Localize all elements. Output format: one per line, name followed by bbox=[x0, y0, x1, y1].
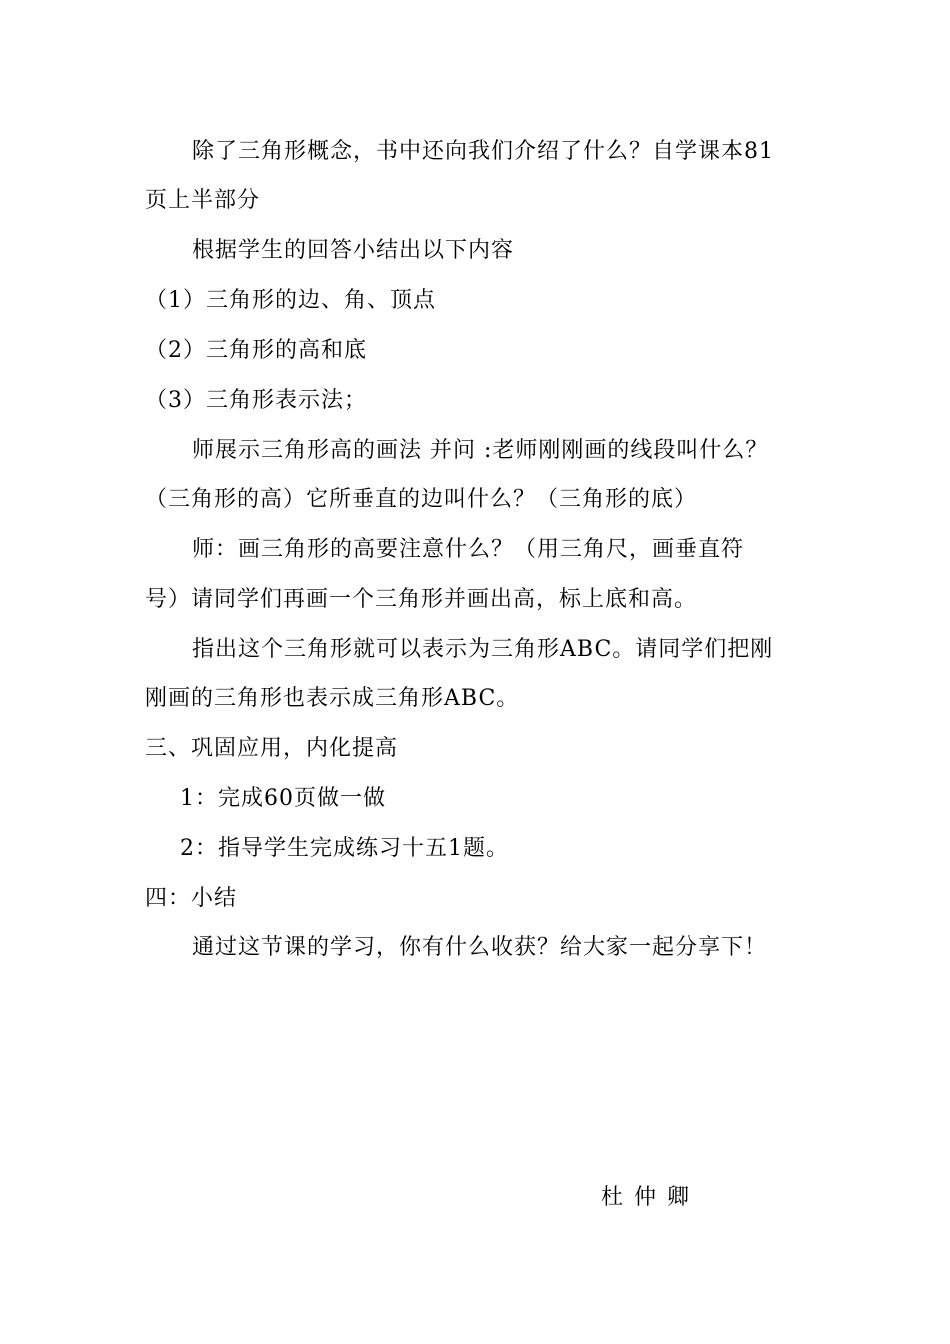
paragraph-line-9: 刚画的三角形也表示成三角形ABC。 bbox=[145, 686, 520, 711]
section-heading-3: 三、巩固应用，内化提高 bbox=[145, 736, 399, 761]
paragraph-line-10: 通过这节课的学习，你有什么收获？给大家一起分享下！ bbox=[192, 935, 768, 960]
section-heading-4: 四：小结 bbox=[145, 886, 238, 911]
list-item-1: （1）三角形的边、角、顶点 bbox=[145, 288, 436, 313]
paragraph-line-1: 除了三角形概念，书中还向我们介绍了什么？自学课本81 bbox=[192, 139, 774, 164]
paragraph-line-8: 指出这个三角形就可以表示为三角形ABC。请同学们把刚 bbox=[192, 637, 774, 662]
task-item-1: 1：完成60页做一做 bbox=[180, 786, 386, 811]
author-signature: 杜仲卿 bbox=[601, 1185, 701, 1210]
paragraph-line-2: 页上半部分 bbox=[145, 188, 261, 213]
paragraph-line-7: 号）请同学们再画一个三角形并画出高，标上底和高。 bbox=[145, 587, 698, 612]
paragraph-line-6: 师：画三角形的高要注意什么？（用三角尺，画垂直符 bbox=[192, 537, 745, 562]
paragraph-line-3: 根据学生的回答小结出以下内容 bbox=[192, 238, 515, 263]
paragraph-line-4: 师展示三角形高的画法 并问 :老师刚刚画的线段叫什么？ bbox=[192, 438, 769, 463]
task-item-2: 2：指导学生完成练习十五1题。 bbox=[180, 836, 509, 861]
list-item-2: （2）三角形的高和底 bbox=[145, 338, 367, 363]
list-item-3: （3）三角形表示法； bbox=[145, 388, 367, 413]
paragraph-line-5: （三角形的高）它所垂直的边叫什么？（三角形的底） bbox=[145, 487, 698, 512]
